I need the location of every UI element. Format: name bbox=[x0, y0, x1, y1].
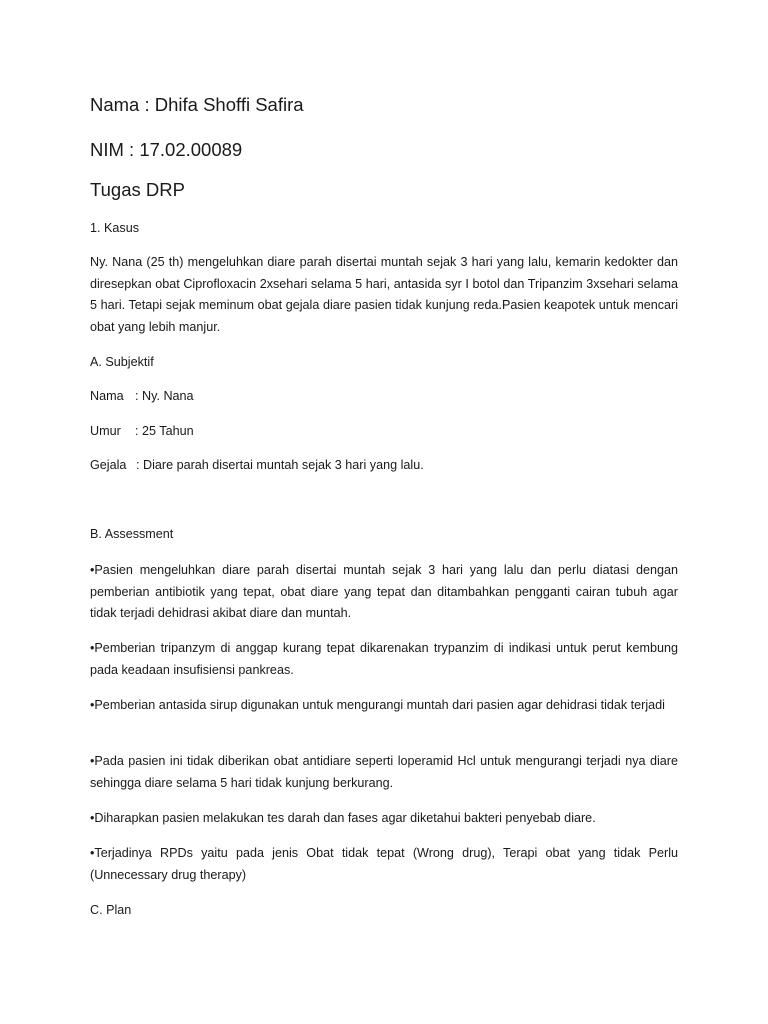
assessment-item: •Pasien mengeluhkan diare parah disertai muntah sejak 3 hari yang lalu dan perlu diatasi dengan pemberian antibiotik yang tepat, obat diare yang tepat dan ditambahkan pengganti cairan tubuh agar tidak terjadi dehidrasi akibat diare dan muntah. bbox=[90, 563, 678, 621]
umur-value: : 25 Tahun bbox=[135, 424, 194, 438]
umur-label: Umur bbox=[90, 424, 121, 438]
student-name-line: Nama : Dhifa Shoffi Safira bbox=[90, 94, 304, 115]
assessment-item: •Terjadinya RPDs yaitu pada jenis Obat tidak tepat (Wrong drug), Terapi obat yang tidak Perlu (Unnecessary drug therapy) bbox=[90, 846, 678, 882]
assessment-item: •Pemberian tripanzym di anggap kurang tepat dikarenakan trypanzim di indikasi untuk perut kembung pada keadaan insufisiensi pankreas. bbox=[90, 641, 678, 677]
subjektif-heading: A. Subjektif bbox=[90, 355, 154, 369]
kasus-paragraph: Ny. Nana (25 th) mengeluhkan diare parah disertai muntah sejak 3 hari yang lalu, kemarin kedokter dan diresepkan obat Ciprofloxacin 2xsehari selama 5 hari, antasida syr I botol dan Tripanzim 3xsehari selama 5 hari. Tetapi sejak meminum obat gejala diare pasien tidak kunjung reda.Pasien keapotek untuk mencari obat yang lebih manjur. bbox=[90, 255, 678, 334]
subjektif-gejala-row bbox=[90, 458, 424, 472]
gejala-value: : Diare parah disertai muntah sejak 3 hari yang lalu. bbox=[136, 458, 424, 472]
student-id-line: NIM : 17.02.00089 bbox=[90, 139, 243, 160]
kasus-heading: 1. Kasus bbox=[90, 221, 140, 235]
subjektif-umur-row bbox=[90, 424, 194, 438]
assignment-title: Tugas DRP bbox=[90, 179, 185, 200]
assessment-item: •Pemberian antasida sirup digunakan untuk mengurangi muntah dari pasien agar dehidrasi tidak terjadi bbox=[90, 698, 665, 712]
assessment-item: •Pada pasien ini tidak diberikan obat antidiare seperti loperamid Hcl untuk mengurangi terjadi nya diare sehingga diare selama 5 hari tidak kunjung berkurang. bbox=[90, 754, 678, 790]
gejala-label: Gejala bbox=[90, 458, 127, 472]
assessment-item: •Diharapkan pasien melakukan tes darah dan fases agar diketahui bakteri penyebab diare. bbox=[90, 811, 596, 825]
subjektif-nama-row bbox=[90, 389, 194, 403]
plan-heading: C. Plan bbox=[90, 903, 132, 917]
nama-label: Nama bbox=[90, 389, 124, 403]
assessment-heading: B. Assessment bbox=[90, 527, 174, 541]
nama-value: : Ny. Nana bbox=[135, 389, 194, 403]
